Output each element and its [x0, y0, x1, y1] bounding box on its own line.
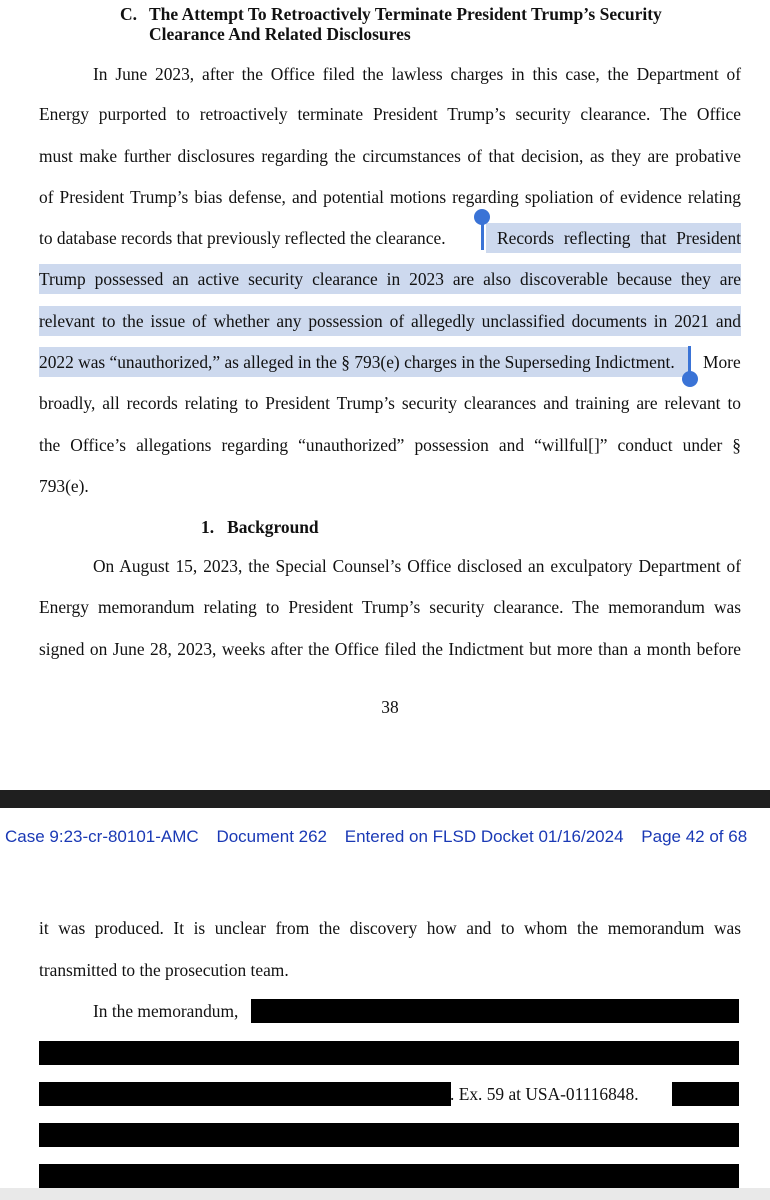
redaction-block — [39, 1041, 739, 1065]
paragraph-line: On August 15, 2023, the Special Counsel’s Office disclosed an exculpatory Department of — [93, 556, 741, 576]
paragraph-line: signed on June 28, 2023, weeks after the Office filed the Indictment but more than a month before — [39, 639, 741, 659]
paragraph-line: In June 2023, after the Office filed the lawless charges in this case, the Department of — [93, 64, 741, 84]
page-number: 38 — [381, 697, 399, 717]
paragraph-text: to database records that previously reflected the clearance. — [39, 228, 446, 248]
subsection-title: Background — [227, 517, 319, 537]
paragraph-line: Energy purported to retroactively terminate President Trump’s security clearance. The Office — [39, 104, 741, 124]
selected-text[interactable]: Records reflecting that President — [497, 228, 741, 248]
document-number: Document 262 — [216, 827, 328, 846]
redaction-block — [251, 999, 739, 1023]
selected-text[interactable]: 2022 was “unauthorized,” as alleged in the § 793(e) charges in the Superseding Indictment. — [39, 352, 675, 372]
paragraph-text: In the memorandum, — [93, 1001, 239, 1021]
paragraph-line: broadly, all records relating to President Trump’s security clearances and training are relevant to — [39, 393, 741, 413]
redaction-block — [39, 1082, 451, 1106]
paragraph-line: it was produced. It is unclear from the discovery how and to whom the memorandum was — [39, 918, 741, 938]
selection-start-handle[interactable] — [481, 222, 484, 250]
section-title: The Attempt To Retroactively Terminate President Trump’s Security Clearance And Related Disclosures — [149, 4, 662, 44]
page-separator — [0, 790, 770, 808]
case-number: Case 9:23-cr-80101-AMC — [5, 827, 199, 846]
subsection-number: 1. — [201, 517, 215, 537]
paragraph-line: of President Trump’s bias defense, and potential motions regarding spoliation of evidence relating — [39, 187, 741, 207]
selected-text[interactable]: relevant to the issue of whether any possession of allegedly unclassified documents in 2021 and — [39, 311, 741, 331]
page-count: Page 42 of 68 — [641, 827, 748, 846]
paragraph-line: the Office’s allegations regarding “unauthorized” possession and “willful[]” conduct under § — [39, 435, 741, 455]
viewport-bottom-edge — [0, 1188, 770, 1200]
paragraph-line: 793(e). — [39, 476, 89, 496]
redaction-block — [39, 1123, 739, 1147]
subsection-heading — [201, 514, 319, 540]
section-letter: C. — [120, 4, 138, 24]
docket-entry: Entered on FLSD Docket 01/16/2024 — [344, 827, 624, 846]
paragraph-text: More — [703, 352, 741, 372]
paragraph-line: Energy memorandum relating to President Trump’s security clearance. The memorandum was — [39, 597, 741, 617]
exhibit-citation: . Ex. 59 at USA-01116848. — [450, 1084, 639, 1104]
paragraph-line: transmitted to the prosecution team. — [39, 960, 289, 980]
selection-start-handle-knob[interactable] — [474, 209, 490, 225]
selection-end-handle[interactable] — [688, 346, 691, 374]
selection-end-handle-knob[interactable] — [682, 371, 698, 387]
redaction-block — [672, 1082, 739, 1106]
paragraph-line: must make further disclosures regarding the circumstances of that decision, as they are probative — [39, 146, 741, 166]
redaction-block — [39, 1164, 739, 1188]
selected-text[interactable]: Trump possessed an active security clearance in 2023 are also discoverable because they are — [39, 269, 741, 289]
case-header — [5, 824, 770, 850]
